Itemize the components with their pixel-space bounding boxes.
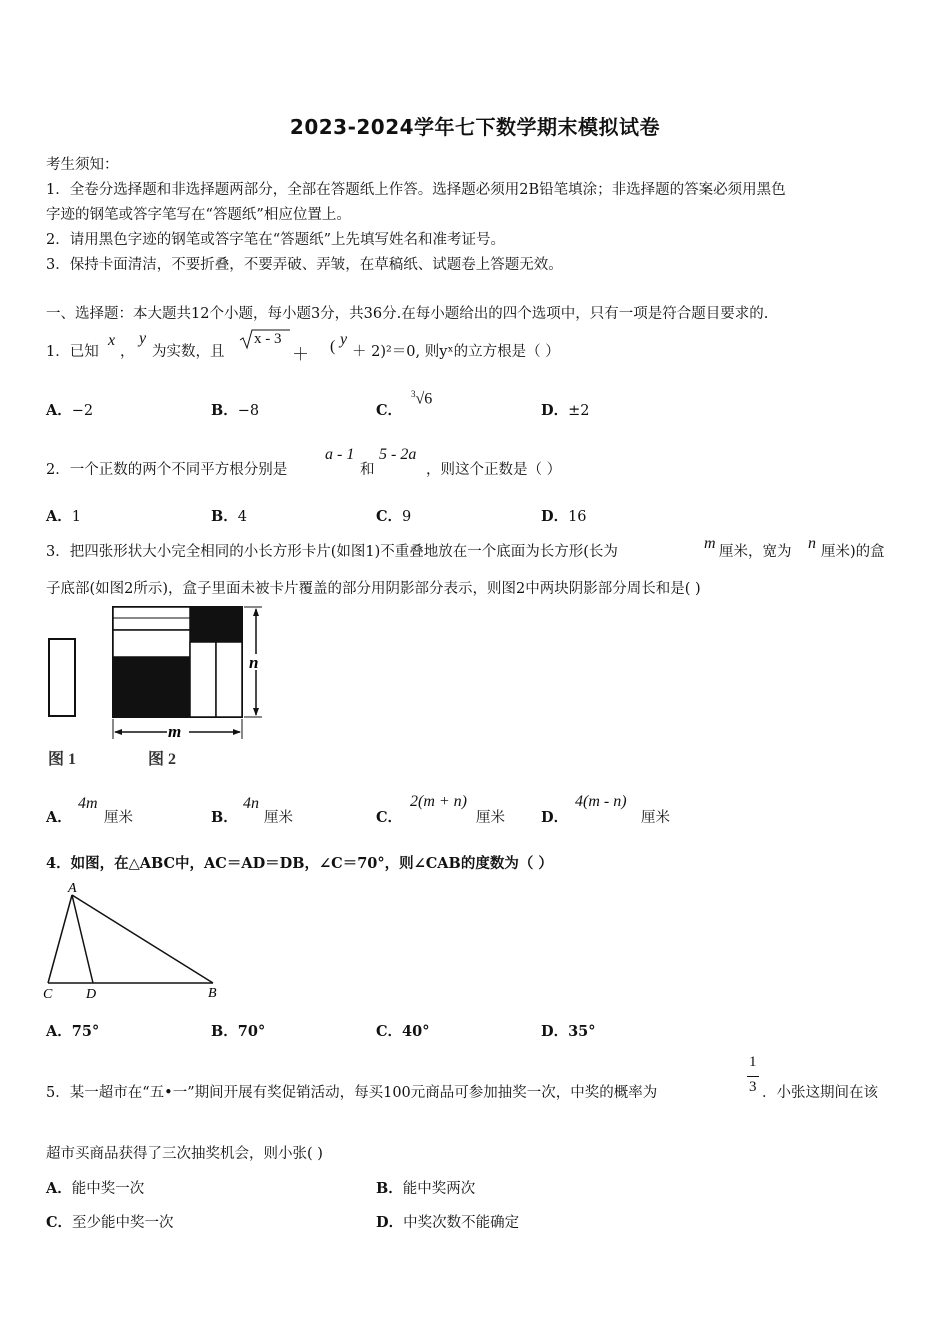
q2-stem-end: ，则这个正数是（ ） — [426, 462, 562, 478]
option-letter: D． — [541, 1023, 569, 1040]
q3-var-m: m — [704, 535, 716, 552]
q1-option-c[interactable] — [376, 399, 402, 420]
option-text: 16 — [568, 509, 587, 525]
option-letter: A． — [46, 508, 72, 525]
notice-item: 3．保持卡面清洁，不要折叠，不要弄破、弄皱，在草稿纸、试题卷上答题无效。 — [46, 257, 563, 273]
option-text: 75° — [71, 1023, 100, 1040]
option-text: 能中奖两次 — [402, 1181, 476, 1197]
q4-option-b[interactable] — [211, 1020, 265, 1041]
option-letter: A． — [46, 1023, 72, 1040]
q1-var-y: y — [139, 330, 147, 347]
q1-plus: ＋ — [292, 345, 309, 364]
option-letter: D． — [376, 1214, 404, 1231]
q2-option-a[interactable] — [46, 505, 81, 526]
option-text: 1 — [71, 509, 81, 525]
q3-stem-line1b: 厘米，宽为 — [719, 544, 792, 560]
option-text: 40° — [402, 1023, 430, 1040]
q3-stem-line1a: 3．把四张形状大小完全相同的小长方形卡片(如图1)不重叠地放在一个底面为长方形(长为 — [46, 544, 618, 560]
q3-fig1-caption: 图 1 — [48, 751, 77, 768]
q3-fig-m-label: m — [168, 722, 182, 741]
q5-stem-line2: 超市买商品获得了三次抽奖机会，则小张( ) — [46, 1146, 323, 1162]
q4-option-d[interactable] — [541, 1020, 596, 1041]
page-title: 2023-2024学年七下数学期末模拟试卷 — [289, 115, 661, 139]
q2-stem-start: 2．一个正数的两个不同平方根分别是 — [46, 462, 288, 478]
q4-label-c: C — [43, 987, 53, 1002]
q3-option-c-expr: 2(m + n) — [410, 793, 468, 810]
option-letter: A． — [46, 1180, 72, 1197]
q3-stem-line2: 子底部(如图2所示)，盒子里面未被卡片覆盖的部分用阴影部分表示，则图2中两块阴影部分周长和是( ) — [46, 581, 701, 597]
q3-option-d[interactable] — [541, 806, 568, 827]
option-letter: C． — [376, 508, 403, 525]
q4-stem: 4．如图，在△ABC中，AC＝AD＝DB，∠C＝70°，则∠CAB的度数为（ ） — [46, 855, 553, 872]
option-letter: B． — [376, 1180, 403, 1197]
option-letter: B． — [211, 809, 238, 826]
q2-expr-2: 5 - 2a — [379, 446, 417, 463]
q1-var-x: x — [108, 332, 116, 349]
q3-option-c-unit: 厘米 — [476, 810, 505, 826]
q5-option-a[interactable] — [46, 1177, 144, 1198]
option-letter: D． — [541, 402, 569, 419]
q5-stem-line1: 5．某一超市在“五•一”期间开展有奖促销活动，每买100元商品可参加抽奖一次，中奖的概率为 — [46, 1085, 658, 1101]
option-text: 4 — [237, 509, 247, 525]
q3-option-d-expr: 4(m - n) — [575, 793, 627, 810]
q1-stem-mid: 为实数，且 — [152, 344, 225, 360]
q5-option-c[interactable] — [46, 1211, 174, 1232]
option-text: 能中奖一次 — [71, 1181, 145, 1197]
option-letter: C． — [376, 809, 403, 826]
q5-option-b[interactable] — [376, 1177, 475, 1198]
q1-option-b[interactable] — [211, 399, 259, 420]
option-letter: C． — [46, 1214, 73, 1231]
q2-option-b[interactable] — [211, 505, 247, 526]
q1-option-d[interactable] — [541, 399, 589, 420]
option-letter: A． — [46, 402, 72, 419]
q2-and: 和 — [360, 462, 375, 478]
q1-option-a[interactable] — [46, 399, 93, 420]
q4-triangle-figure — [40, 878, 230, 1003]
q5-frac-num: 1 — [749, 1054, 757, 1070]
q3-fig-n-label: n — [249, 653, 259, 672]
option-letter: A． — [46, 809, 72, 826]
q1-stem-start: 1．已知 — [46, 344, 99, 360]
option-letter: B． — [211, 508, 238, 525]
q2-option-c[interactable] — [376, 505, 411, 526]
q3-fig2-caption: 图 2 — [148, 751, 177, 768]
q3-option-b[interactable] — [211, 806, 238, 827]
option-letter: C． — [376, 1023, 403, 1040]
q4-option-c[interactable] — [376, 1020, 429, 1041]
q4-option-a[interactable] — [46, 1020, 99, 1041]
option-text: 70° — [237, 1023, 266, 1040]
q1-comma: ， — [120, 344, 135, 360]
q2-option-d[interactable] — [541, 505, 587, 526]
q1-option-c-root — [411, 389, 432, 408]
q3-option-a[interactable] — [46, 806, 72, 827]
option-letter: D． — [541, 508, 569, 525]
q4-label-b: B — [208, 986, 217, 1001]
q5-stem-line1b: ．小张这期间在该 — [762, 1085, 878, 1101]
q3-option-c[interactable] — [376, 806, 402, 827]
notice-item: 1．全卷分选择题和非选择题两部分，全部在答题纸上作答。选择题必须用2B铅笔填涂；非选择题的答案必须用黑色 — [46, 182, 786, 198]
option-text: ±2 — [568, 403, 590, 419]
q4-label-d: D — [86, 987, 97, 1002]
q3-option-a-expr: 4m — [78, 795, 98, 812]
q1-stem-end: ＋ 2)²＝0, 则yˣ的立方根是（ ） — [352, 344, 560, 360]
q3-option-a-unit: 厘米 — [104, 810, 133, 826]
q5-frac-bar — [747, 1076, 759, 1077]
q3-option-b-expr: 4n — [243, 795, 259, 812]
q5-option-d[interactable] — [376, 1211, 519, 1232]
notice-heading: 考生须知： — [46, 157, 119, 173]
q4-label-a: A — [68, 881, 77, 896]
q5-frac-den: 3 — [749, 1079, 757, 1095]
q1-paren: ( — [330, 338, 336, 355]
q2-expr-1: a - 1 — [325, 446, 355, 463]
q3-option-b-unit: 厘米 — [264, 810, 293, 826]
root-index: 3 — [411, 389, 416, 399]
notice-item: 2．请用黑色字迹的钢笔或答字笔在“答题纸”上先填写姓名和准考证号。 — [46, 232, 506, 248]
option-text: 中奖次数不能确定 — [403, 1215, 520, 1231]
notice-item: 字迹的钢笔或答字笔写在“答题纸”相应位置上。 — [46, 207, 351, 223]
q3-var-n: n — [808, 535, 816, 552]
option-text: 至少能中奖一次 — [72, 1215, 174, 1231]
option-letter: B． — [211, 1023, 238, 1040]
option-text: −2 — [71, 403, 94, 419]
option-letter: B． — [211, 402, 238, 419]
option-text: 9 — [402, 509, 412, 525]
option-text: −8 — [237, 403, 260, 419]
q3-figure — [44, 604, 274, 774]
option-letter: C． — [376, 402, 403, 419]
q1-sqrt-body: x - 3 — [254, 331, 282, 347]
q1-var-y2: y — [340, 331, 348, 348]
section-heading: 一、选择题：本大题共12个小题，每小题3分，共36分.在每小题给出的四个选项中，只有一项是符合题目要求的. — [46, 306, 769, 322]
option-text: 35° — [568, 1023, 596, 1040]
q3-stem-line1c: 厘米)的盒 — [821, 544, 885, 560]
option-letter: D． — [541, 809, 569, 826]
q3-option-d-unit: 厘米 — [641, 810, 670, 826]
option-text: √6 — [415, 390, 433, 408]
